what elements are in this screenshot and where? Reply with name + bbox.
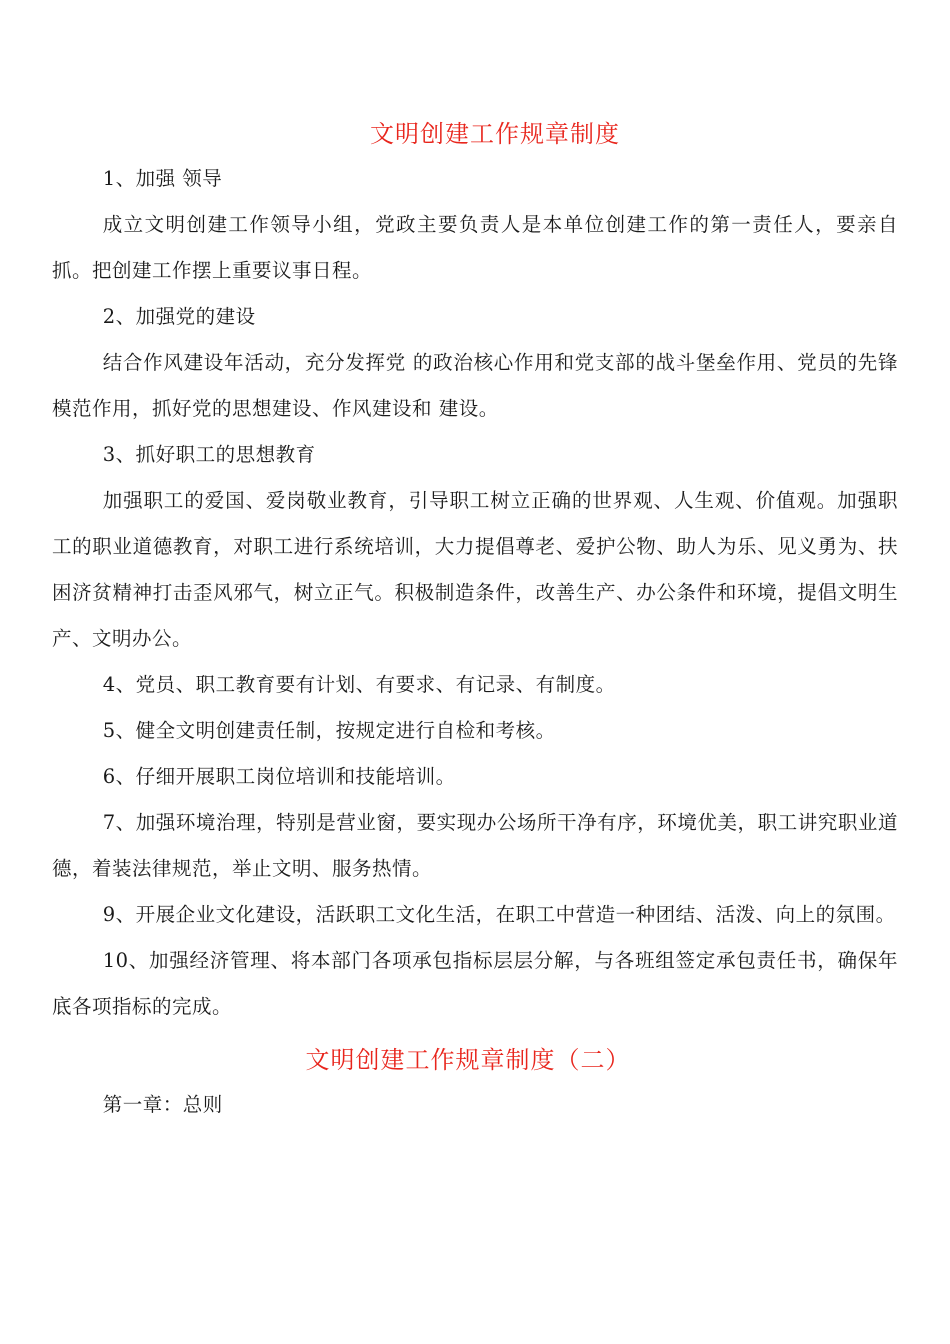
section-body-3: 加强职工的爱国、爱岗敬业教育，引导职工树立正确的世界观、人生观、价值观。加强职工的职业道德教育，对职工进行系统培训，大力提倡尊老、爱护公物、助人为乐、见义勇为、扶困济贫精神打击歪风邪气，树立正气。积极制造条件，改善生产、办公条件和环境，提倡文明生产、文明办公。 [52,489,898,650]
list-item-4: 4、党员、职工教育要有计划、有要求、有记录、有制度。 [102,673,616,696]
document-page [52,112,898,1128]
list-item-7: 7、加强环境治理，特别是营业窗，要实现办公场所干净有序，环境优美，职工讲究职业道德，着装法律规范，举止文明、服务热情。 [52,811,898,880]
section-body-1: 成立文明创建工作领导小组，党政主要负责人是本单位创建工作的第一责任人，要亲自抓。把创建工作摆上重要议事日程。 [52,213,898,282]
list-item-5: 5、健全文明创建责任制，按规定进行自检和考核。 [102,719,556,742]
section-heading-1: 1、加强 领导 [102,167,223,190]
chapter-heading: 第一章：总则 [102,1093,223,1116]
document-title: 文明创建工作规章制度 [370,120,620,148]
list-item-6: 6、仔细开展职工岗位培训和技能培训。 [102,765,456,788]
list-item-9: 9、开展企业文化建设，活跃职工文化生活，在职工中营造一种团结、活泼、向上的氛围。 [102,903,896,926]
section-heading-3: 3、抓好职工的思想教育 [102,443,316,466]
document-title-2: 文明创建工作规章制度（二） [305,1046,631,1074]
list-item-10: 10、加强经济管理、将本部门各项承包指标层层分解，与各班组签定承包责任书，确保年底各项指标的完成。 [52,949,898,1018]
section-heading-2: 2、加强党的建设 [102,305,256,328]
section-body-2: 结合作风建设年活动，充分发挥党 的政治核心作用和党支部的战斗堡垒作用、党员的先锋模范作用，抓好党的思想建设、作风建设和 建设。 [52,351,898,420]
